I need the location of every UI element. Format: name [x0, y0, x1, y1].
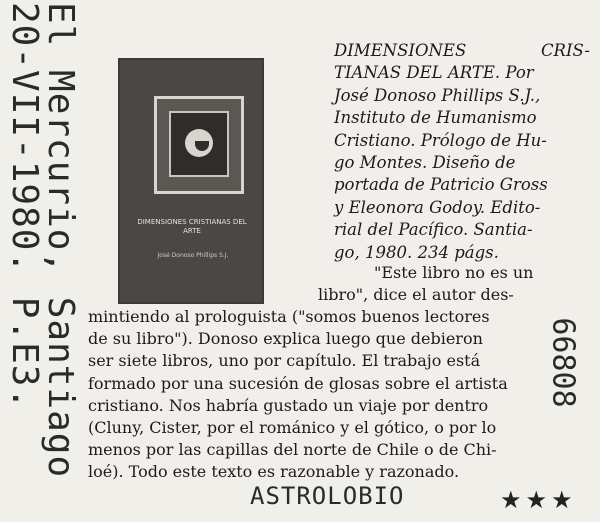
reviewer-signature: ASTROLOBIO	[250, 482, 405, 510]
review-line: cristiano. Nos habría gustado un viaje por dentro	[88, 395, 489, 415]
biblio-line: go, 1980. 234 págs.	[334, 242, 499, 262]
biblio-line: y Eleonora Godoy. Edito-	[334, 197, 541, 217]
review-body	[88, 306, 590, 484]
book-cover-author: José Donoso Phillips S.J.	[157, 252, 229, 259]
review-line: loé). Todo este texto es razonable y razonado.	[88, 462, 460, 482]
biblio-line: rial del Pacífico. Santia-	[334, 220, 533, 240]
biblio-line-part: CRIS-	[540, 41, 590, 60]
star-rating: ★★★	[500, 486, 577, 514]
book-cover-title: DIMENSIONES CRISTIANAS DEL ARTE	[137, 218, 247, 235]
bibliographic-header	[334, 40, 590, 264]
biblio-line-part: DIMENSIONES	[334, 41, 467, 60]
book-cover-inner-panel	[169, 111, 229, 177]
accession-number: 66808	[545, 317, 581, 408]
review-line: formado por una sucesión de glosas sobre el artista	[88, 373, 508, 393]
biblio-line: go Montes. Diseño de	[334, 153, 516, 173]
biblio-line: Instituto de Humanismo	[334, 108, 537, 128]
review-line: mintiendo al prologuista ("somos buenos lectores	[88, 307, 490, 326]
book-emblem-icon	[185, 129, 213, 157]
biblio-line: portada de Patricio Gross	[334, 175, 548, 195]
review-line: (Cluny, Cister, por el románico y el gótico, o por lo	[88, 418, 497, 438]
review-line: menos por las capillas del norte de Chile o de Chi-	[88, 440, 497, 460]
review-line: libro", dice el autor des-	[318, 285, 514, 305]
biblio-line: Cristiano. Prólogo de Hu-	[334, 130, 547, 150]
margin-note-line-2: 20-VII-1980. P.E3.	[4, 2, 45, 411]
book-cover-photo	[118, 58, 264, 304]
biblio-line	[334, 40, 590, 62]
review-line: ser siete libros, uno por capítulo. El trabajo está	[88, 351, 481, 371]
review-line: de su libro"). Donoso explica luego que debieron	[88, 329, 483, 349]
book-cover-frame	[154, 96, 244, 194]
biblio-line: TIANAS DEL ARTE. Por	[334, 63, 534, 83]
margin-note-line-1: El Mercurio, Santiago	[40, 2, 81, 479]
biblio-line: José Donoso Phillips S.J.,	[334, 85, 541, 105]
review-body-start	[318, 262, 590, 306]
handwritten-margin-note	[4, 2, 81, 522]
review-line: "Este libro no es un	[374, 263, 534, 282]
